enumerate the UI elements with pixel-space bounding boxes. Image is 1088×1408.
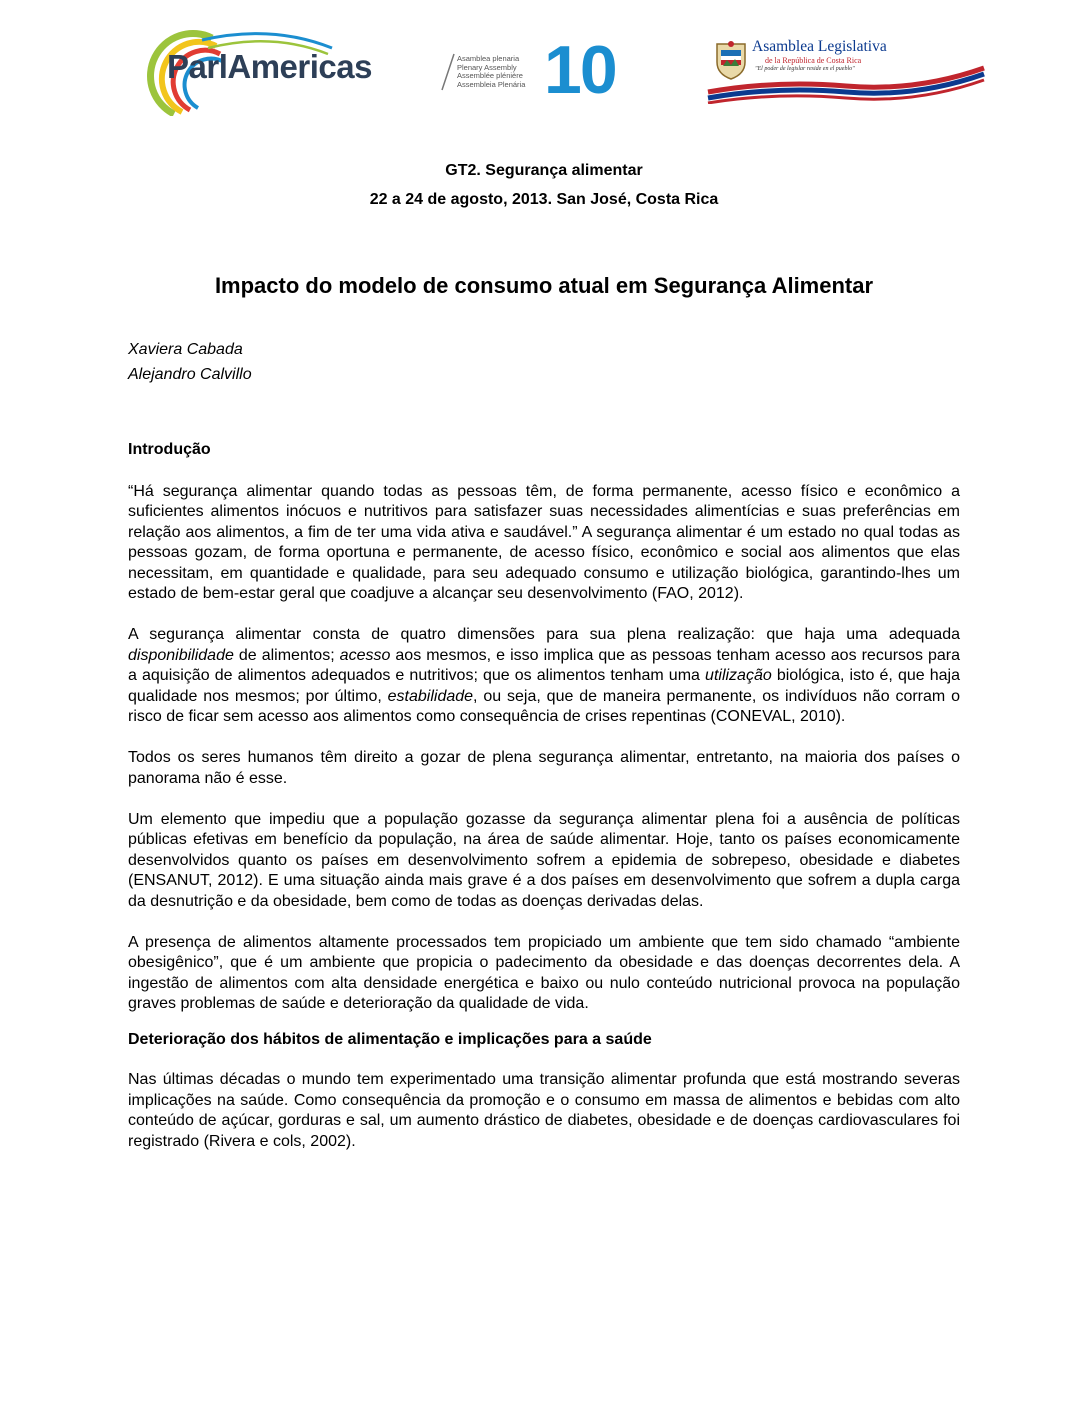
- paragraph: Um elemento que impediu que a população gozasse da segurança alimentar plena foi a ausência de políticas públicas efetivas em benefício da população, na área de saúde alimentar. Hoje, tanto os países economicamente desenvolvidos quanto os países em desenvolvimento sofrem a epidemia de sobrepeso, obesidade e diabetes (ENSANUT, 2012). E uma situação ainda mais grave é a dos países em desenvolvimento que sofrem a dupla carga da desnutrição e da obesidade, bem como de todas as doenças derivadas delas.: [128, 810, 960, 910]
- host-subtitle: de la República de Costa Rica: [765, 56, 862, 65]
- paragraph: Nas últimas décadas o mundo tem experimentado uma transição alimentar profunda que está mostrando severas implicações na saúde. Como consequência da promoção e o consumo em massa de alimentos e bebidas com alto conteúdo de açúcar, gorduras e sal, um aumento drástico de diabetes, obesidade e de doenças cardiovasculares foi registrado (Rivera e cols, 2002).: [128, 1071, 960, 1150]
- page-title: Impacto do modelo de consumo atual em Segurança Alimentar: [214, 273, 874, 298]
- page-header: [0, 0, 1088, 130]
- host-motto: "El poder de legislar reside en el pueblo": [755, 66, 855, 72]
- working-group-label: GT2. Segurança alimentar: [445, 162, 643, 179]
- emphasis-term: estabilidade: [387, 687, 474, 705]
- section-heading-introducao: Introdução: [128, 441, 211, 458]
- assembly-line-es: Asamblea plenaria: [457, 54, 520, 63]
- edition-number: 10: [544, 32, 616, 108]
- paragraph-dimensions: [128, 625, 960, 728]
- emphasis-term: utilização: [705, 667, 772, 684]
- assembly-line-en: Plenary Assembly: [457, 62, 517, 72]
- costa-rica-flag-stripes: [706, 58, 986, 104]
- emphasis-term: acesso: [339, 646, 391, 664]
- parlamericas-wordmark: ParlAmericas: [167, 48, 372, 85]
- host-title: Asamblea Legislativa: [752, 38, 887, 55]
- paragraph: “Há segurança alimentar quando todas as pessoas têm, de forma permanente, acesso físico e econômico a suficientes alimentos inócuos e nutritivos para satisfazer suas necessidades alimentícias e suas preferências em relação aos alimentos, a fim de ter uma vida ativa e saudável.” A segurança alimentar é um estado no qual todas as pessoas gozam, de forma oportuna e permanente, de acesso físico, econômico e social aos alimentos que elas necessitam, em quantidade e qualidade, para seu adequado consumo e utilização biológica, garantindo-lhes um estado de bem-estar geral que coadjuve a alcançar seu desenvolvimento (FAO, 2012).: [128, 482, 960, 602]
- assembly-languages: [457, 55, 525, 89]
- author-list: [128, 337, 252, 387]
- section-heading-deterioracao: Deterioração dos hábitos de alimentação e implicações para a saúde: [128, 1030, 652, 1048]
- assembly-line-pt: Assembleia Plenária: [457, 79, 526, 89]
- emphasis-term: disponibilidade: [128, 646, 234, 664]
- assembly-line-fr: Assemblée plénière: [457, 71, 523, 80]
- paragraph: A presença de alimentos altamente processados tem propiciado um ambiente que tem sido chamado “ambiente obesigênico”, que é um ambiente que propicia o padecimento da obesidade e das doenças decorrentes dela. A ingestão de alimentos com alta densidade energética e baixo ou nulo conteúdo nutricional provoca na população graves problemas de saúde e deterioração da qualidade de vida.: [128, 933, 960, 1012]
- event-dates: 22 a 24 de agosto, 2013. San José, Costa Rica: [369, 191, 719, 208]
- text-run: de alimentos;: [233, 646, 340, 664]
- divider-slash: [438, 52, 458, 92]
- document-body: [128, 440, 960, 1173]
- text-run: aos mesmos, e isso implica que as pessoas tenham acesso aos recursos para a aquisição de alimentos adequados e nutritivos; que os alimentos tenham uma: [128, 646, 961, 684]
- author-name: Alejandro Calvillo: [128, 366, 252, 383]
- text-run: , ou seja, que de maneira permanente, os indivíduos não corram o risco de ficar sem acesso aos alimentos como consequência de crises repentinas (CONEVAL, 2010).: [128, 687, 960, 725]
- paragraph: Todos os seres humanos têm direito a gozar de plena segurança alimentar, entretanto, na maioria dos países o panorama não é esse.: [128, 749, 960, 787]
- text-run: A segurança alimentar consta de quatro dimensões para sua plena realização: que haja uma adequada: [128, 626, 960, 643]
- author-name: Xaviera Cabada: [128, 341, 243, 358]
- text-run: biológica, isto é, que haja qualidade nos mesmos; por último,: [128, 667, 961, 705]
